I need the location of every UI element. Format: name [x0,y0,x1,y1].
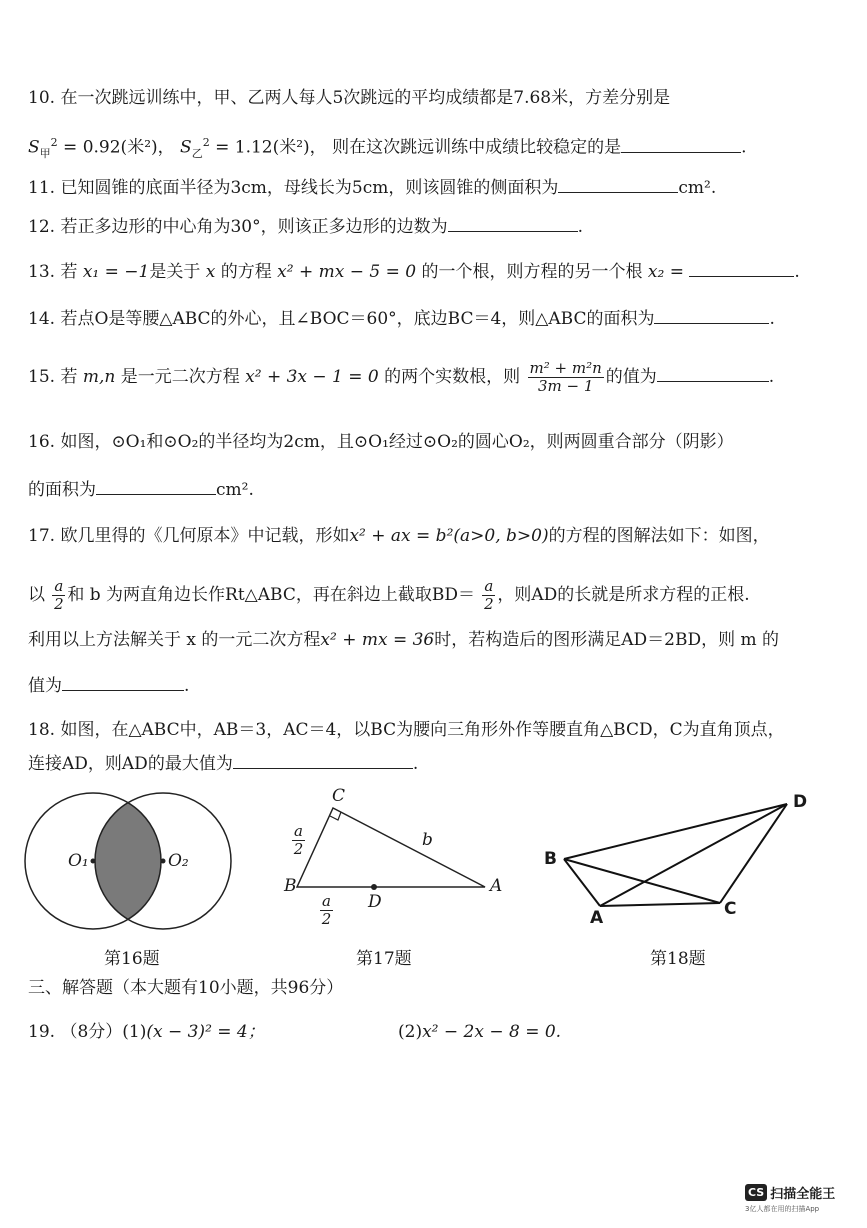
q19-part2 [398,1020,561,1044]
label-d: D [368,892,382,912]
variance-sub-yi: 乙 [191,147,203,161]
q13-end: . [794,262,800,282]
frac-num: a [54,577,64,595]
cs-logo-icon: CS [745,1184,767,1201]
q15-end: . [768,367,775,387]
q13-x: x [205,262,216,282]
frac-den: 2 [54,595,64,613]
label-c-18: C [724,899,737,919]
segment-bc [564,859,720,903]
frac-den: 2 [321,910,332,928]
q14-text: 14. 若点O是等腰△ABC的外心，且∠BOC＝60°，底边BC＝4，则△ABC的面积为 [28,309,655,329]
q16-text: 的面积为 [28,480,96,500]
scanner-watermark [745,1182,849,1214]
q17-line3-pre: 利用以上方法解关于 x 的一元二次方程 [28,630,321,650]
q15-tail: 的值为 [605,367,657,387]
label-a: A [490,876,503,896]
frac-num: a [484,577,494,595]
label-d-18: D [793,792,808,812]
q13-equation: x² + mx − 5 = 0 [277,262,417,282]
q17-line2-mid: 和 b 为两直角边长作Rt△ABC，再在斜边上截取BD＝ [67,585,475,605]
frac-num: a [294,822,303,840]
q14-end: . [769,309,775,329]
segment-ba [564,859,600,906]
q19-equation-2: x² − 2x − 8 = 0. [422,1022,562,1042]
label-b-side: b [422,830,433,850]
q15-equation: x² + 3x − 1 = 0 [245,367,379,387]
q17-line3-post: 时，若构造后的图形满足AD＝2BD，则 m 的 [434,630,780,650]
segment-bd [564,804,787,859]
frac-den: 2 [484,595,494,613]
q17-pre: 17. 欧几里得的《几何原本》中记载，形如 [28,526,350,546]
q17-equation: x² + ax = b²(a>0, b>0) [349,526,549,546]
q19-equation-1: (x − 3)² = 4； [146,1022,265,1042]
q18-text: 连接AD，则AD的最大值为 [28,754,233,774]
label-b: B [284,876,297,896]
frac-den: 2 [293,840,304,858]
q17-end: . [184,676,190,696]
q11-unit: cm². [678,178,717,198]
q10-line1: 10. 在一次跳远训练中，甲、乙两人每人5次跳远的平均成绩都是7.68米，方差分别是 [28,88,671,108]
q19-pre: 19. （8分）(1) [28,1022,147,1042]
q18-end: . [412,754,419,774]
frac-num: a [322,892,331,910]
q15-mn: m,n [82,367,116,387]
q17-line2-pre: 以 [28,585,45,605]
q15-mid: 是一元二次方程 [115,367,246,387]
watermark-tagline: 3亿人都在用的扫描App [745,1205,820,1213]
q12-end: . [577,217,583,237]
label-a-18: A [590,908,604,928]
variance-val-yi: = 1.12(米²)， [209,137,327,158]
q17-line3-equation: x² + mx = 36 [320,630,435,650]
variance-val-jia: = 0.92(米²)， [57,137,175,158]
watermark-name: 扫描全能王 [770,1187,836,1202]
q13-x2: x₂ = [647,262,684,282]
caption-18: 第18题 [650,949,706,969]
q18-line1: 18. 如图，在△ABC中，AB＝3，AC＝4，以BC为腰向三角形外作等腰直角△BCD，C为直角顶点， [28,720,785,740]
q15-mid2: 的两个实数根，则 [378,367,521,387]
label-c: C [332,786,346,806]
q15-pre: 15. 若 [28,367,83,387]
q11-text: 11. 已知圆锥的底面半径为3cm，母线长为5cm，则该圆锥的侧面积为 [28,178,559,198]
caption-16: 第16题 [104,949,160,969]
q16-line1: 16. 如图，⊙O₁和⊙O₂的半径均为2cm，且⊙O₁经过⊙O₂的圆心O₂，则两圆重合部分（阴影） [28,432,734,452]
segment-ac [600,903,720,906]
q13-mid2: 的方程 [215,262,278,282]
label-b-18: B [544,849,557,869]
q13-mid3: 的一个根，则方程的另一个根 [416,262,648,282]
label-o2: O₂ [168,851,189,871]
q10-end: . [741,137,747,158]
segment-ad [600,804,787,906]
caption-17: 第17题 [356,949,412,969]
label-o1: O₁ [68,851,89,871]
q15-denominator: 3m − 1 [537,377,594,395]
q17-line2-post: ，则AD的长就是所求方程的正根. [497,585,750,605]
section-3-heading: 三、解答题（本大题有10小题，共96分） [28,978,344,998]
q17-line4-text: 值为 [28,676,62,696]
q17-post: 的方程的图解法如下：如图， [548,526,770,546]
q12-text: 12. 若正多边形的中心角为30°，则该正多边形的边数为 [28,217,448,237]
q10-line2: $S_甲^2 = 0.92$(米²)， $S_乙^2 = 1.12$(米²)， 则在这次跳远训练中成绩比较稳定的是 . [28,136,747,161]
q19-label-2: (2) [398,1022,423,1042]
q19 [28,1020,265,1044]
q10-tail: 则在这次跳远训练中成绩比较稳定的是 [332,137,622,158]
variance-s-jia: S [28,137,40,158]
q13-x1: x₁ = −1 [82,262,150,282]
variance-s-yi: S [180,137,192,158]
q13-pre: 13. 若 [28,262,83,282]
q16-unit: cm². [216,480,254,500]
q13-mid: 是关于 [149,262,206,282]
q15-numerator: m² + m²n [529,359,602,377]
variance-sub-jia: 甲 [39,147,51,161]
